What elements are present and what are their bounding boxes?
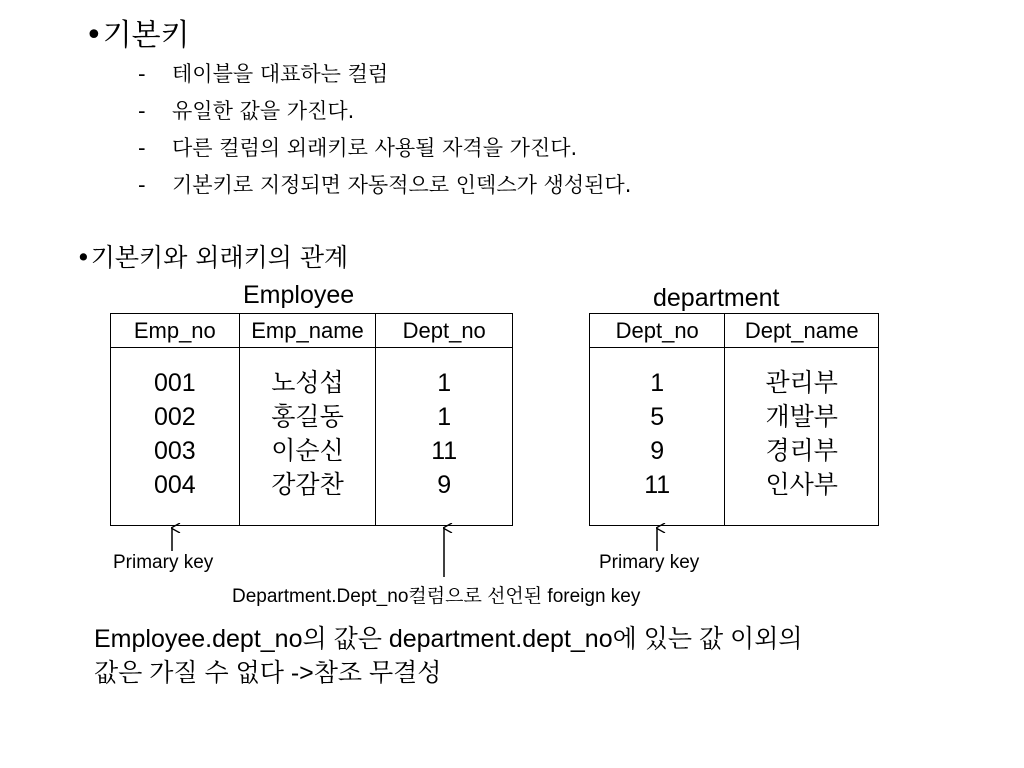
cell: 5	[650, 403, 665, 431]
cell: 1	[437, 403, 452, 431]
cell: 관리부	[765, 369, 838, 397]
cell: 001	[153, 369, 196, 397]
cell: 강감찬	[271, 471, 344, 499]
bullet-text: 다른 컬럼의 외래키로 사용될 자격을 가진다.	[172, 136, 578, 160]
note-line: Employee.dept_no의 값은 department.dept_no에 있는 값 이외의	[94, 625, 803, 653]
column-header-emp-no: Emp_no	[111, 314, 240, 348]
column-header-dept-no: Dept_no	[376, 314, 513, 348]
cell: 노성섭	[271, 369, 344, 397]
note-line: 값은 가질 수 없다 ->참조 무결성	[94, 659, 442, 687]
cell: 003	[153, 437, 196, 465]
cell: 11	[644, 471, 671, 499]
cell: 경리부	[765, 437, 838, 465]
cell: 11	[431, 437, 458, 465]
column-header-emp-name: Emp_name	[239, 314, 376, 348]
bullet-dash: -	[138, 136, 146, 160]
bullet-dash: -	[138, 62, 146, 86]
heading-key-relation: •기본키와 외래키의 관계	[76, 243, 349, 272]
department-table-title: department	[653, 284, 780, 312]
bullet-text: 기본키로 지정되면 자동적으로 인덱스가 생성된다.	[172, 173, 632, 197]
cell: 9	[650, 437, 665, 465]
bullet-text: 유일한 값을 가진다.	[172, 99, 355, 123]
cell: 004	[153, 471, 196, 499]
heading-primary-key: •기본키	[85, 18, 190, 53]
cell: 개발부	[765, 403, 838, 431]
bullet-text: 테이블을 대표하는 컬럼	[172, 62, 389, 86]
cell: 002	[153, 403, 196, 431]
bullet-dash: -	[138, 173, 146, 197]
bullet-dash: -	[138, 99, 146, 123]
foreign-key-label: Department.Dept_no컬럼으로 선언된 foreign key	[232, 586, 641, 607]
employee-table-title: Employee	[243, 281, 355, 309]
cell: 인사부	[765, 471, 838, 499]
cell: 1	[437, 369, 452, 397]
dept-primary-key-label: Primary key	[599, 552, 700, 573]
cell: 1	[650, 369, 665, 397]
emp-primary-key-label: Primary key	[113, 552, 214, 573]
referential-integrity-note	[94, 622, 803, 690]
cell: 9	[437, 471, 452, 499]
column-header-dept-no: Dept_no	[590, 314, 725, 348]
column-header-dept-name: Dept_name	[725, 314, 879, 348]
cell: 홍길동	[271, 403, 344, 431]
cell: 이순신	[271, 437, 344, 465]
